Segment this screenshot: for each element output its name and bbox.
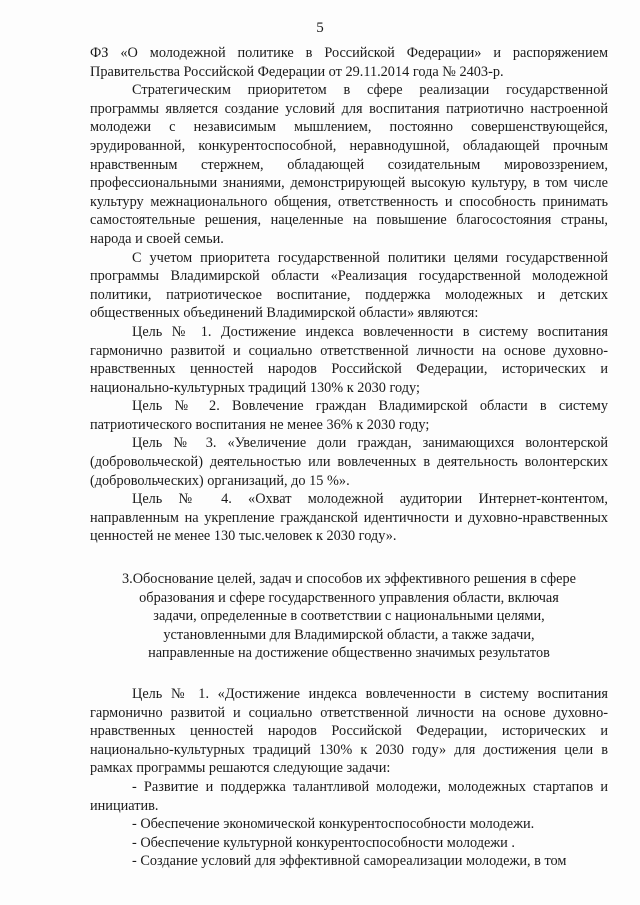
page-number: 5 [316,20,324,36]
section-heading [90,570,608,663]
section-heading-line: образования и сфере государственного управления области, включая [139,589,559,606]
section-heading-line: установленными для Владимирской области, а также задачи, [163,626,535,643]
list-item: - Обеспечение культурной конкурентоспособности молодежи . [132,834,515,851]
document-body [90,44,608,871]
section-heading-line: задачи, определенные в соответствии с национальными целями, [153,608,545,625]
task-list [90,778,608,871]
paragraph-goal-1: Цель № 1. Достижение индекса вовлеченности в систему воспитания гармонично развитой и социально ответственной личности на основе духовно-нравственных ценностей народов Российской Федерации, исторических и национально-культурных традиций 130% к 2030 году; [90,323,608,396]
paragraph-goal-2: Цель № 2. Вовлечение граждан Владимирской области в систему патриотического воспитания не менее 36% к 2030 году; [90,398,608,433]
paragraph-strategic-priority: Стратегическим приоритетом в сфере реализации государственной программы является создание условий для воспитания патриотично настроенной молодежи с независимым мышлением, постоянно совершенствующейся, эрудированной, конкурентоспособной, неравнодушной, обладающей прочным нравственным стержнем, обладающей созидательным мировоззрением, профессиональными знаниями, демонстрирующей высокую культуру, в том числе культуру межнационального общения, ответственность и способность принимать самостоятельные решения, нацеленные на повышение благосостояния страны, народа и своей семьи. [90,82,608,247]
section-heading-line: 3.Обоснование целей, задач и способов их эффективного решения в сфере [121,571,577,588]
list-item: - Создание условий для эффективной самореализации молодежи, в том [132,853,567,870]
paragraph-goal-3: Цель № 3. «Увеличение доли граждан, занимающихся волонтерской (добровольческой) деятельностью или вовлеченных в деятельность волонтерских (добровольческих) организаций, до 15 %». [90,435,608,489]
paragraph-goal-1-tasks-intro: Цель № 1. «Достижение индекса вовлеченности в систему воспитания гармонично развитой и социально ответственной личности на основе духовно-нравственных ценностей народов Российской Федерации, исторических и национально-культурных традиций 130% к 2030 году» для достижения цели в рамках программы решаются следующие задачи: [90,686,608,777]
paragraph-program-goals-intro: С учетом приоритета государственной политики целями государственной программы Владимирской области «Реализация государственной молодежной политики, патриотическое воспитание, поддержка молодежных и детских общественных объединений Владимирской области» являются: [90,249,608,322]
list-item: - Обеспечение экономической конкурентоспособности молодежи. [132,816,535,833]
list-item: - Развитие и поддержка талантливой молодежи, молодежных стартапов и инициатив. [90,778,608,814]
paragraph-law-reference: ФЗ «О молодежной политике в Российской Федерации» и распоряжением Правительства Российской Федерации от 29.11.2014 года № 2403-р. [90,45,608,80]
section-heading-line: направленные на достижение общественно значимых результатов [148,645,550,662]
paragraph-goal-4: Цель № 4. «Охват молодежной аудитории Интернет-контентом, направленным на укрепление гражданской идентичности и духовно-нравственных ценностей не менее 130 тыс.человек к 2030 году». [90,491,608,545]
